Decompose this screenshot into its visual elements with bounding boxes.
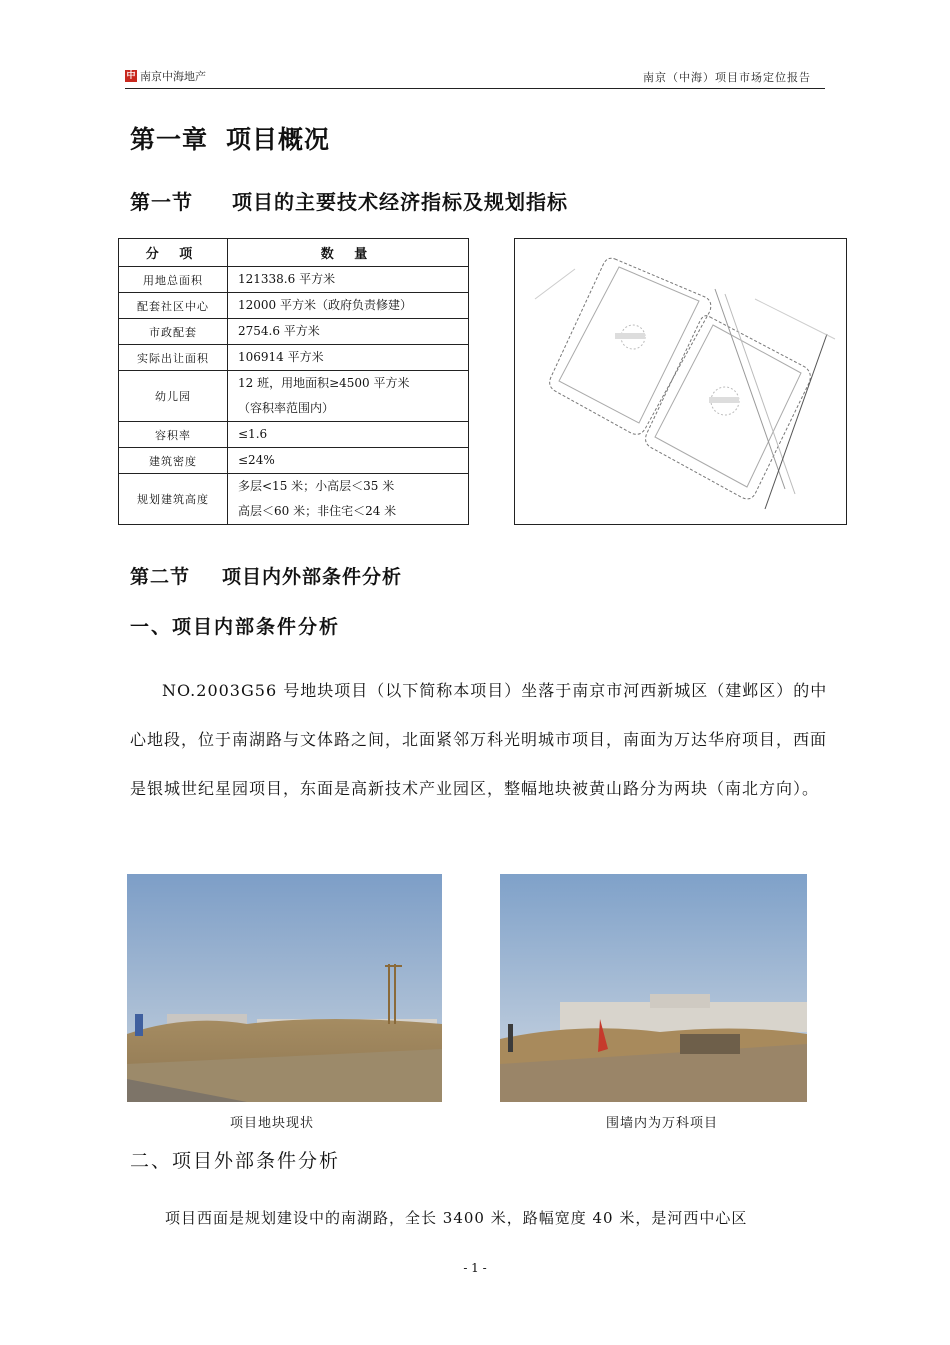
company-name: 南京中海地产 <box>140 70 206 83</box>
indicator-table <box>118 238 469 525</box>
photo-caption-1: 项目地块现状 <box>230 1116 315 1131</box>
row-value-line: 多层<15 米；小高层＜35 米 <box>238 479 395 493</box>
table-row <box>119 448 469 474</box>
row-label: 用地总面积 <box>119 267 228 293</box>
row-value-line: 12 班，用地面积≥4500 平方米 <box>238 376 410 390</box>
chapter-number: 第一章 <box>130 125 209 154</box>
section-number: 第二节 <box>130 566 191 588</box>
chapter-heading <box>130 120 330 156</box>
subsection-heading-2: 二、项目外部条件分析 <box>130 1150 341 1172</box>
table-row <box>119 422 469 448</box>
table-row <box>119 371 469 422</box>
row-value-line: （容积率范围内） <box>238 401 335 415</box>
site-plan-drawing <box>515 239 846 524</box>
table-row <box>119 293 469 319</box>
site-photo-2 <box>500 874 807 1102</box>
site-photo-1-image <box>127 874 442 1102</box>
row-label: 规划建筑高度 <box>119 474 228 525</box>
table-row <box>119 474 469 525</box>
table-row <box>119 267 469 293</box>
site-plan-figure <box>514 238 847 525</box>
row-label: 实际出让面积 <box>119 345 228 371</box>
subsection-heading-1: 一、项目内部条件分析 <box>130 616 341 638</box>
column-header: 分 项 <box>119 239 228 267</box>
row-value: ≤1.6 <box>228 422 469 448</box>
logo-icon: 中 <box>126 71 136 81</box>
row-value <box>228 371 469 422</box>
row-value: ≤24% <box>228 448 469 474</box>
row-label: 市政配套 <box>119 319 228 345</box>
page-header <box>125 66 825 89</box>
row-value: 121338.6 平方米 <box>228 267 469 293</box>
body-paragraph-1: NO.2003G56 号地块项目（以下简称本项目）坐落于南京市河西新城区（建邺区）的中心地段，位于南湖路与文体路之间，北面紧邻万科光明城市项目，南面为万达华府项目，西面是银城世纪星园项目，东面是高新技术产业园区，整幅地块被黄山路分为两块（南北方向）。 <box>130 681 828 798</box>
chapter-title: 项目概况 <box>226 125 331 154</box>
table-header-row <box>119 239 469 267</box>
row-label: 配套社区中心 <box>119 293 228 319</box>
column-header: 数 量 <box>228 239 469 267</box>
company-logo <box>125 68 206 84</box>
row-label: 容积率 <box>119 422 228 448</box>
row-value: 2754.6 平方米 <box>228 319 469 345</box>
row-value: 12000 平方米（政府负责修建） <box>228 293 469 319</box>
section-title: 项目的主要技术经济指标及规划指标 <box>232 190 568 214</box>
section-title: 项目内外部条件分析 <box>222 566 403 588</box>
table-row <box>119 345 469 371</box>
section-heading-1 <box>130 186 568 215</box>
row-value: 106914 平方米 <box>228 345 469 371</box>
row-value-line: 高层＜60 米；非住宅＜24 米 <box>238 504 397 518</box>
table-row <box>119 319 469 345</box>
section-number: 第一节 <box>130 190 193 214</box>
section-heading-2 <box>130 562 402 589</box>
photo-caption-2: 围墙内为万科项目 <box>606 1116 719 1131</box>
row-value <box>228 474 469 525</box>
body-paragraph-2: 项目西面是规划建设中的南湖路，全长 3400 米，路幅宽度 40 米，是河西中心区 <box>165 1209 748 1227</box>
row-label: 建筑密度 <box>119 448 228 474</box>
page-number: - 1 - <box>463 1261 487 1275</box>
site-photo-1 <box>127 874 442 1102</box>
site-photo-2-image <box>500 874 807 1102</box>
report-title: 南京（中海）项目市场定位报告 <box>643 71 811 84</box>
row-label: 幼儿园 <box>119 371 228 422</box>
